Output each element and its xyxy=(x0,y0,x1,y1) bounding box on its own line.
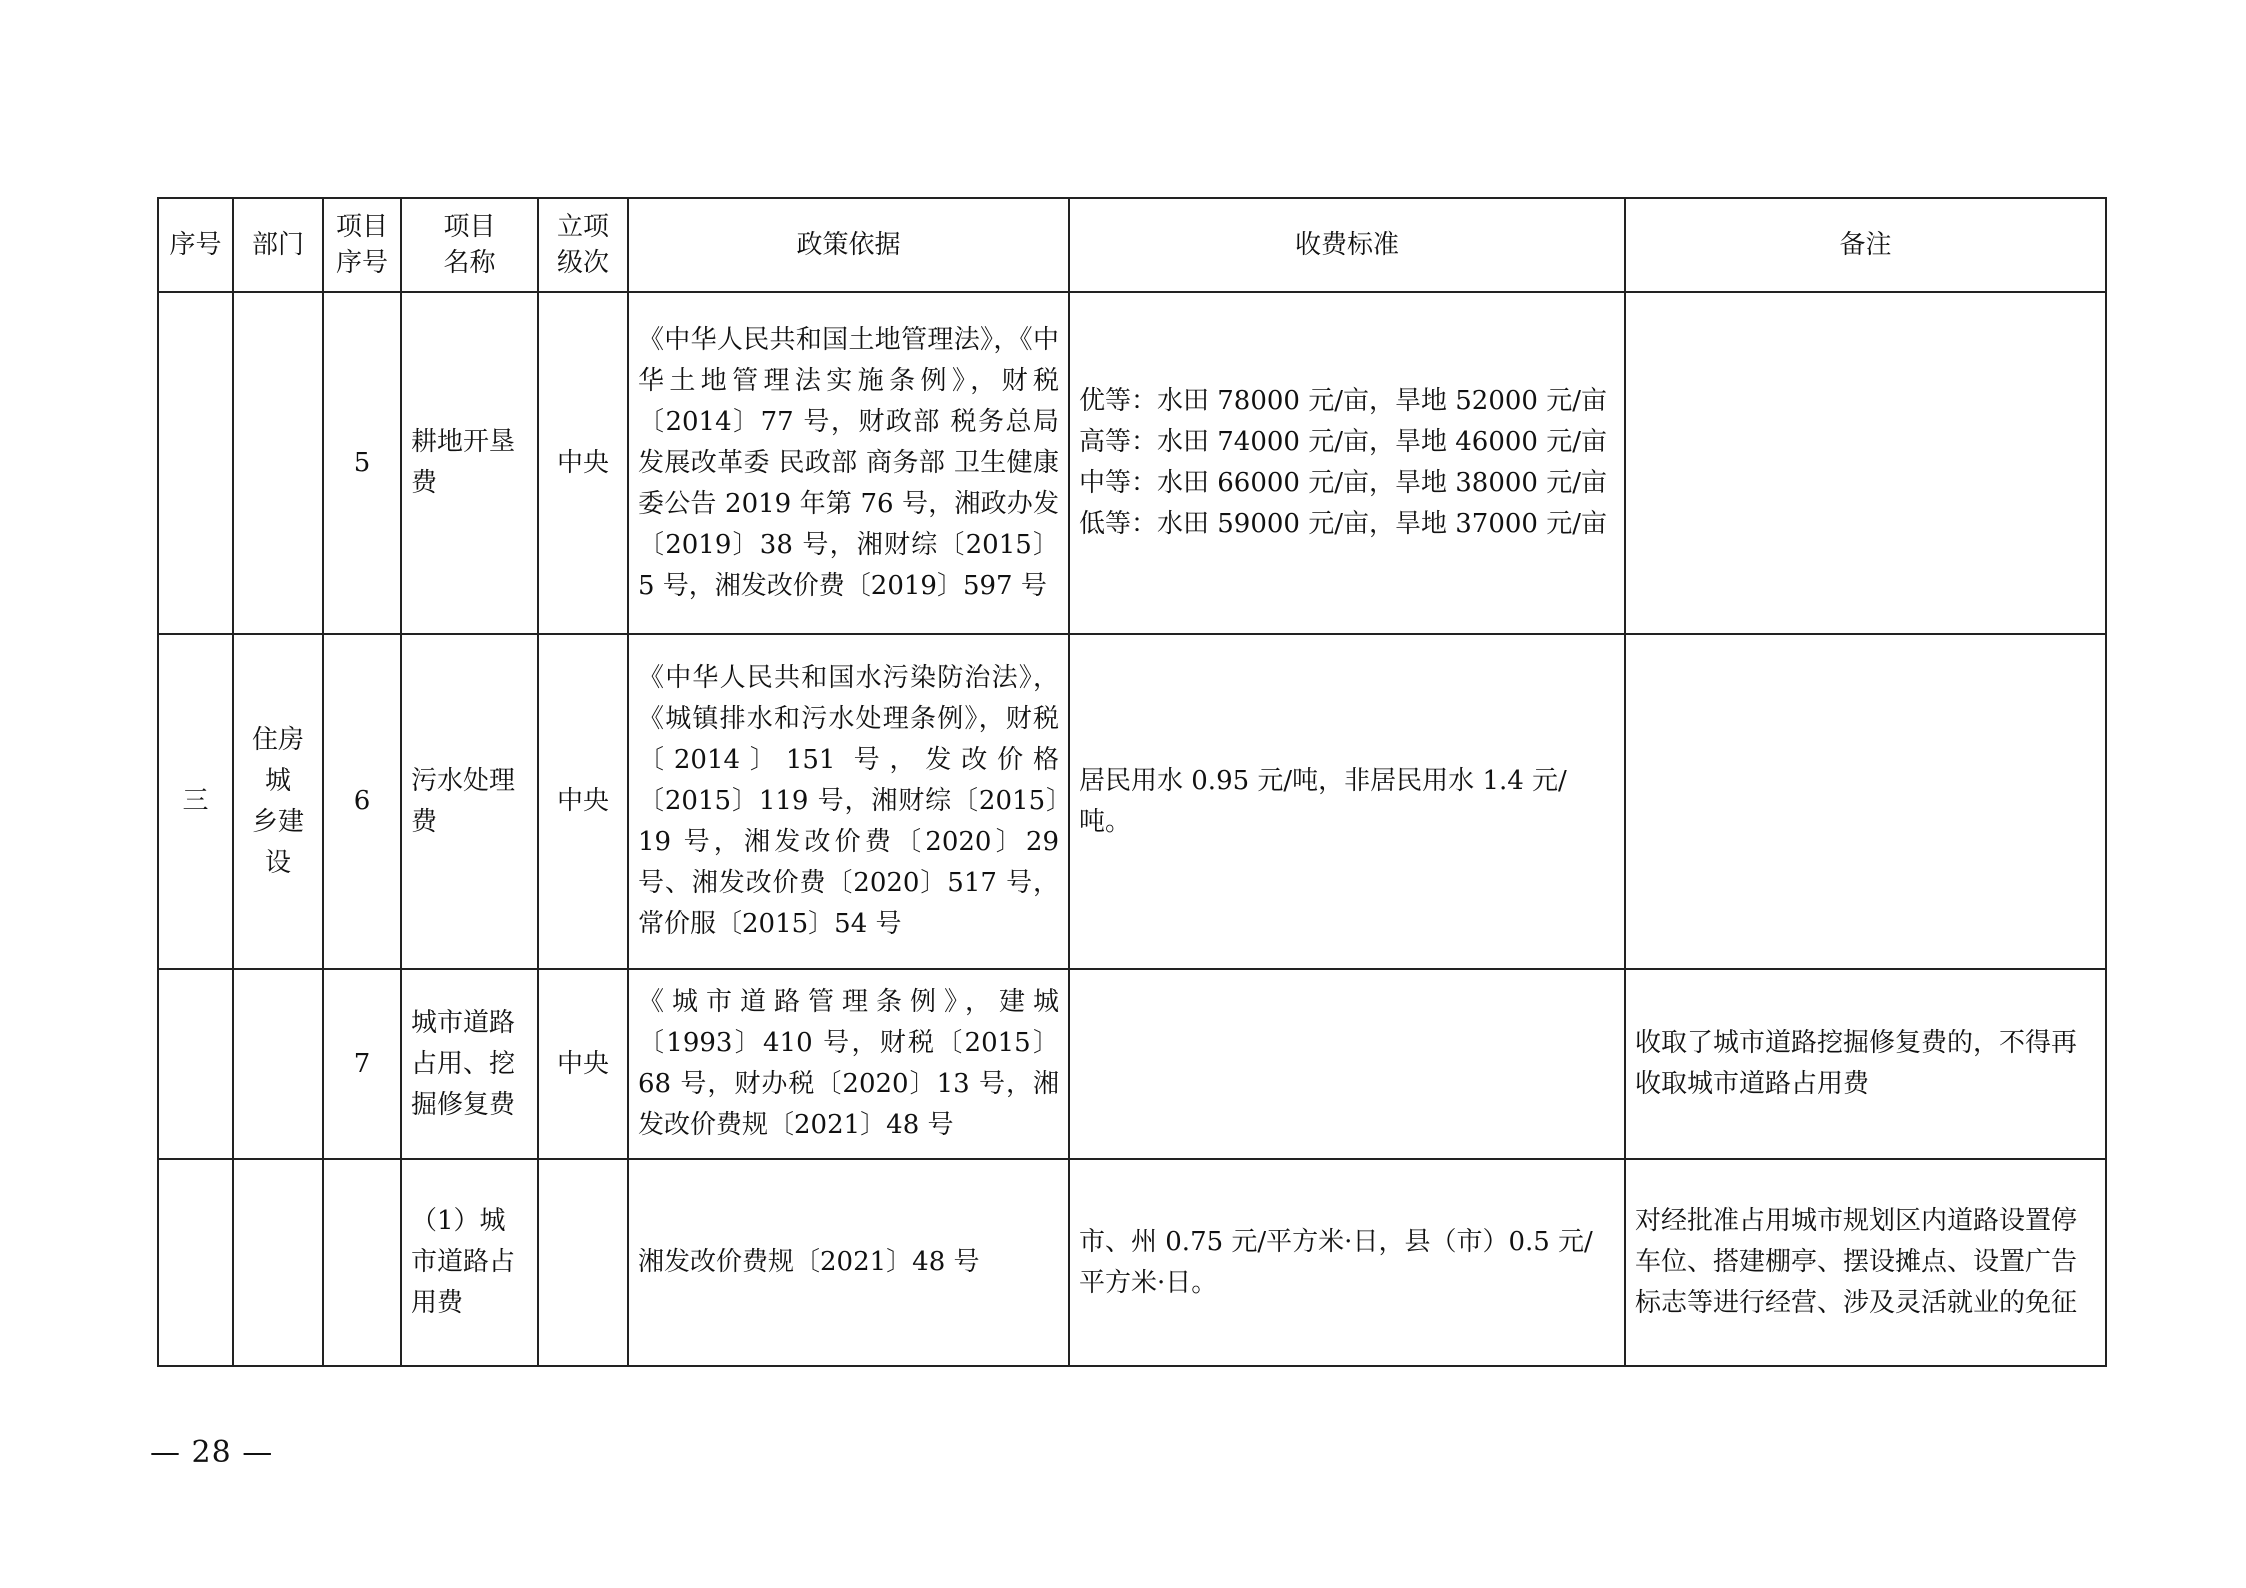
cell-policy: 《城市道路管理条例》，建城〔1993〕410 号，财税〔2015〕68 号，财办税〔2020〕13 号，湘发改价费规〔2021〕48 号 xyxy=(628,969,1069,1159)
cell-remark xyxy=(1625,292,2106,634)
cell-item-seq: 6 xyxy=(323,634,401,969)
cell-dept xyxy=(233,1159,323,1366)
cell-level: 中央 xyxy=(538,969,628,1159)
cell-seq: 三 xyxy=(158,634,233,969)
header-level: 立项 级次 xyxy=(538,198,628,292)
page-number: — 28 — xyxy=(150,1435,274,1470)
table-row xyxy=(158,634,2106,969)
cell-remark xyxy=(1625,634,2106,969)
table-row xyxy=(158,292,2106,634)
header-remark: 备注 xyxy=(1625,198,2106,292)
table-row xyxy=(158,1159,2106,1366)
cell-remark: 收取了城市道路挖掘修复费的，不得再收取城市道路占用费 xyxy=(1625,969,2106,1159)
cell-standard: 居民用水 0.95 元/吨，非居民用水 1.4 元/吨。 xyxy=(1069,634,1625,969)
cell-dept: 住房 城 乡建 设 xyxy=(233,634,323,969)
cell-dept xyxy=(233,292,323,634)
table-row xyxy=(158,969,2106,1159)
header-policy: 政策依据 xyxy=(628,198,1069,292)
cell-policy: 《中华人民共和国土地管理法》，《中华土地管理法实施条例》，财税〔2014〕77 号，财政部 税务总局 发展改革委 民政部 商务部 卫生健康委公告 2019 年第 76 号，湘政办发〔2019〕38 号，湘财综〔2015〕5 号，湘发改价费〔2019〕597 号 xyxy=(628,292,1069,634)
cell-item-seq: 7 xyxy=(323,969,401,1159)
cell-seq xyxy=(158,292,233,634)
cell-remark: 对经批准占用城市规划区内道路设置停车位、搭建棚亭、摆设摊点、设置广告标志等进行经营、涉及灵活就业的免征 xyxy=(1625,1159,2106,1366)
cell-item-name: 污水处理费 xyxy=(401,634,538,969)
cell-seq xyxy=(158,969,233,1159)
cell-item-name: 耕地开垦费 xyxy=(401,292,538,634)
cell-dept xyxy=(233,969,323,1159)
cell-standard: 市、州 0.75 元/平方米·日，县（市）0.5 元/平方米·日。 xyxy=(1069,1159,1625,1366)
header-seq: 序号 xyxy=(158,198,233,292)
header-item-seq: 项目 序号 xyxy=(323,198,401,292)
cell-standard xyxy=(1069,969,1625,1159)
cell-level: 中央 xyxy=(538,292,628,634)
cell-item-seq: 5 xyxy=(323,292,401,634)
header-row xyxy=(158,198,2106,292)
cell-level: 中央 xyxy=(538,634,628,969)
cell-standard: 优等：水田 78000 元/亩，旱地 52000 元/亩 高等：水田 74000 元/亩，旱地 46000 元/亩 中等：水田 66000 元/亩，旱地 38000 元/亩 低等：水田 59000 元/亩，旱地 37000 元/亩 xyxy=(1069,292,1625,634)
cell-policy: 《中华人民共和国水污染防治法》，《城镇排水和污水处理条例》，财税〔2014〕151 号，发改价格〔2015〕119 号，湘财综〔2015〕19 号，湘发改价费〔2020〕29 号、湘发改价费〔2020〕517 号，常价服〔2015〕54 号 xyxy=(628,634,1069,969)
cell-policy: 湘发改价费规〔2021〕48 号 xyxy=(628,1159,1069,1366)
cell-item-name: 城市道路占用、挖掘修复费 xyxy=(401,969,538,1159)
header-standard: 收费标准 xyxy=(1069,198,1625,292)
cell-item-seq xyxy=(323,1159,401,1366)
header-item-name: 项目 名称 xyxy=(401,198,538,292)
cell-item-name: （1）城市道路占用费 xyxy=(401,1159,538,1366)
fee-table xyxy=(157,197,2107,1367)
cell-level xyxy=(538,1159,628,1366)
cell-seq xyxy=(158,1159,233,1366)
header-dept: 部门 xyxy=(233,198,323,292)
